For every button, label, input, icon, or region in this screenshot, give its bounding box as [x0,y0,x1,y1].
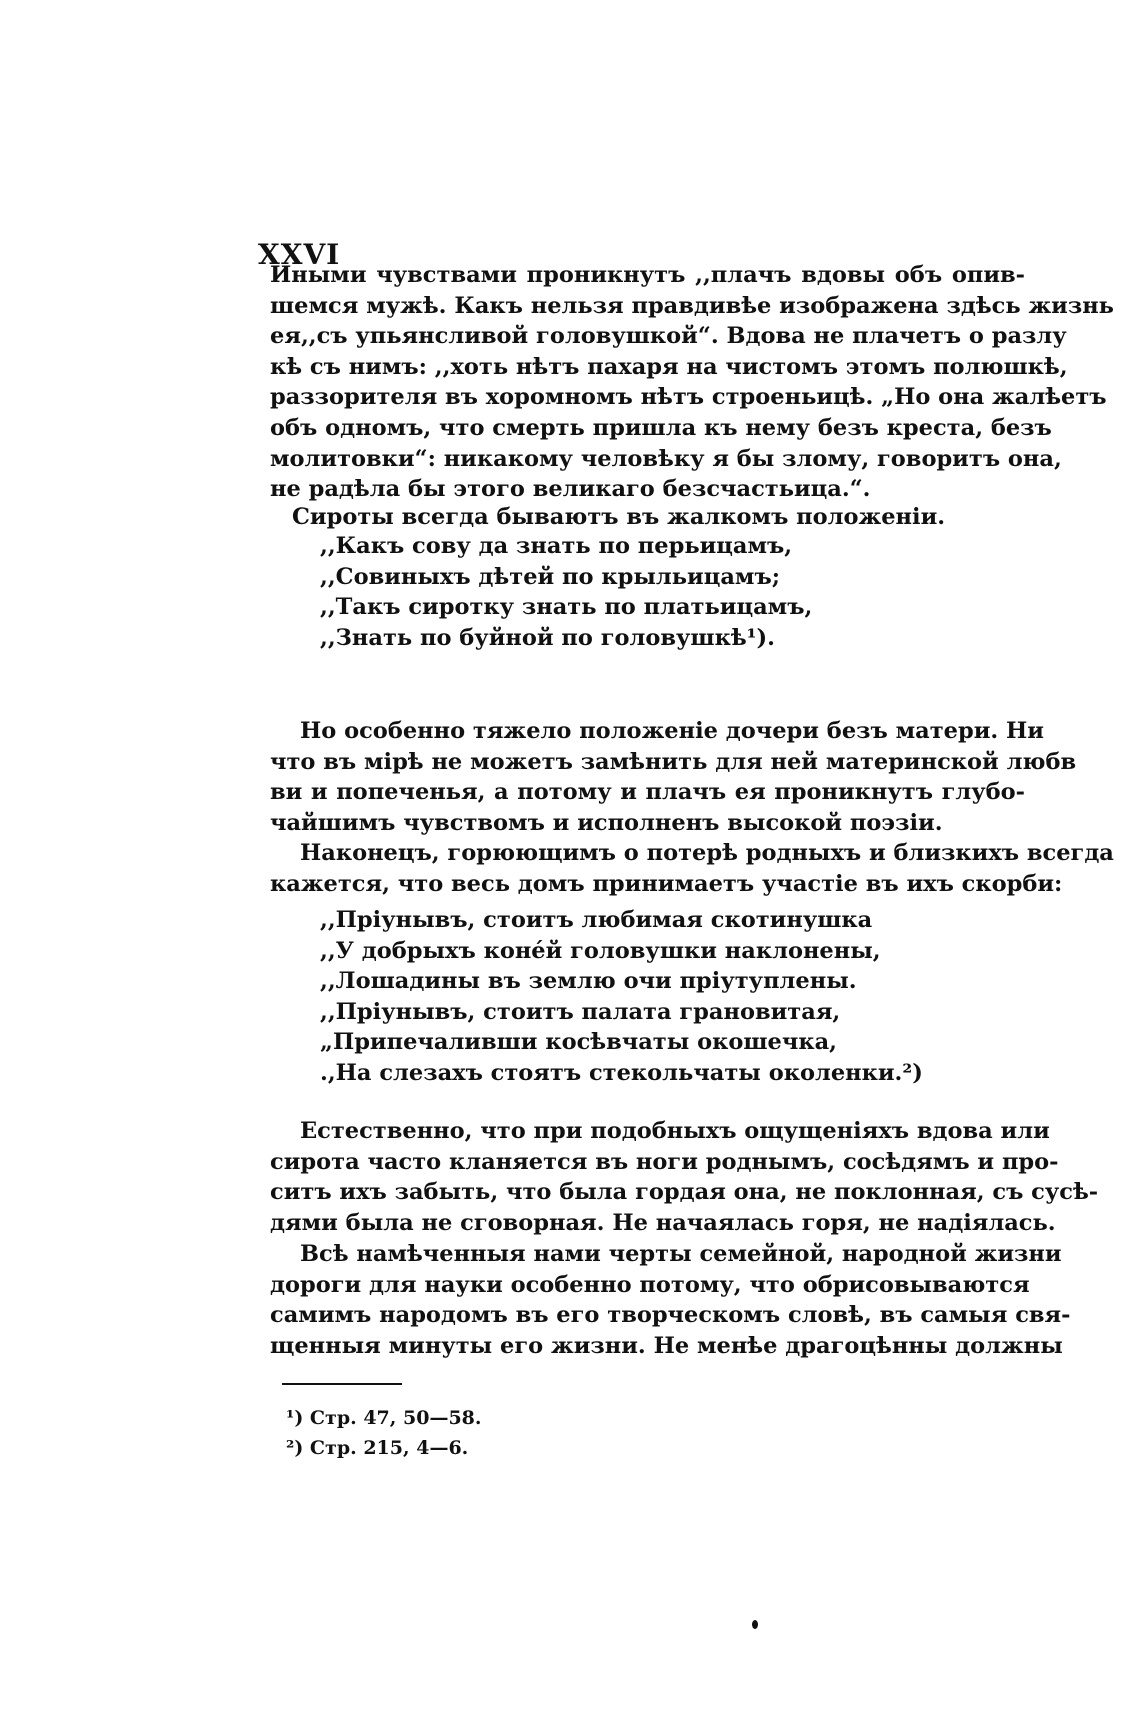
verse-line: ,,Такъ сиротку знать по платьицамъ, [320,594,813,621]
verse-line: ,,Лошадины въ землю очи пріутуплены. [320,968,857,995]
text-line: щенныя минуты его жизни. Не менѣе драгоцѣнны должны [270,1332,1063,1359]
verse-line: ,,Пріунывъ, стоитъ любимая скотинушка [320,907,873,933]
text-line: ви и попеченья, а потому и плачъ ея проникнутъ глубо- [270,779,1025,806]
verse-household [270,905,1025,1089]
text-line: Но особенно тяжело положеніе дочери безъ матери. Ни [300,718,1044,744]
text-line: Естественно, что при подобныхъ ощущеніяхъ вдова или [300,1118,1050,1144]
text-line: молитовки“: никакому человѣку я бы злому, говоритъ она, [270,445,1062,472]
text-line: Сироты всегда бываютъ въ жалкомъ положеніи. [292,504,946,530]
verse-line: ,,Знать по буйной по головушкѣ¹). [320,624,775,651]
footnote: ¹) Стр. 47, 50—58. [286,1407,482,1429]
text-line: дями была не сговорная. Не начаялась горя, не надіялась. [270,1209,1056,1236]
text-line: ея,,съ упьянсливой головушкой“. Вдова не плачетъ о разлу [270,323,1067,350]
text-line: шемся мужѣ. Какъ нельзя правдивѣе изображена здѣсь жизнь [270,292,1114,319]
paragraph-orphans [270,502,1025,533]
paragraph-widow-lament [270,260,1114,505]
paragraph-science [270,1239,1071,1361]
text-line: сирота часто кланяется въ ноги роднымъ, сосѣдямъ и про- [270,1148,1059,1175]
text-line: кѣ съ нимъ: ,,хоть нѣтъ пахаря на чистомъ этомъ полюшкѣ, [270,353,1068,380]
text-line: раззорителя въ хоромномъ нѣтъ строеньицѣ. „Но она жалѣетъ [270,384,1107,411]
verse-line: ,,Какъ сову да знать по перьицамъ, [320,533,793,559]
text-line: что въ мірѣ не можетъ замѣнить для ней материнской любв [270,748,1077,775]
text-line: самимъ народомъ въ его творческомъ словѣ, въ самыя свя- [270,1302,1071,1329]
verse-line: .,На слезахъ стоятъ стекольчаты околенки.²) [320,1059,923,1086]
text-line: не радѣла бы этого великаго безсчастьица.“. [270,476,871,503]
paragraph-daughter [270,716,1077,838]
footnotes [286,1403,482,1463]
paragraph-household [270,838,1114,899]
text-line: кажется, что весь домъ принимаетъ участіе въ ихъ скорби: [270,870,1063,897]
page-number: XXVI [258,238,341,271]
text-line: Иными чувствами проникнутъ ,,плачъ вдовы объ опив- [270,262,1025,288]
footnote: ²) Стр. 215, 4—6. [286,1437,469,1459]
verse-line: ,,Пріунывъ, стоитъ палата грановитая, [320,998,841,1025]
text-line: дороги для науки особенно потому, что обрисовываются [270,1271,1030,1298]
text-line: чайшимъ чувствомъ и исполненъ высокой поэзіи. [270,809,943,836]
text-line: ситъ ихъ забыть, что была гордая она, не поклонная, съ сусѣ- [270,1179,1099,1206]
text-line: Всѣ намѣченныя нами черты семейной, народной жизни [300,1241,1062,1267]
verse-line: ,,У добрыхъ конéй головушки наклонены, [320,937,881,964]
verse-line: ,,Совиныхъ дѣтей по крыльицамъ; [320,563,781,590]
verse-orphan [270,531,1025,653]
ink-speck [752,1620,758,1629]
text-line: объ одномъ, что смерть пришла къ нему безъ креста, безъ [270,414,1052,441]
text-line: Наконецъ, горюющимъ о потерѣ родныхъ и близкихъ всегда [300,840,1114,866]
footnote-divider [282,1383,402,1385]
verse-line: „Припечаливши косѣвчаты окошечка, [320,1029,838,1056]
paragraph-bowing [270,1116,1099,1238]
